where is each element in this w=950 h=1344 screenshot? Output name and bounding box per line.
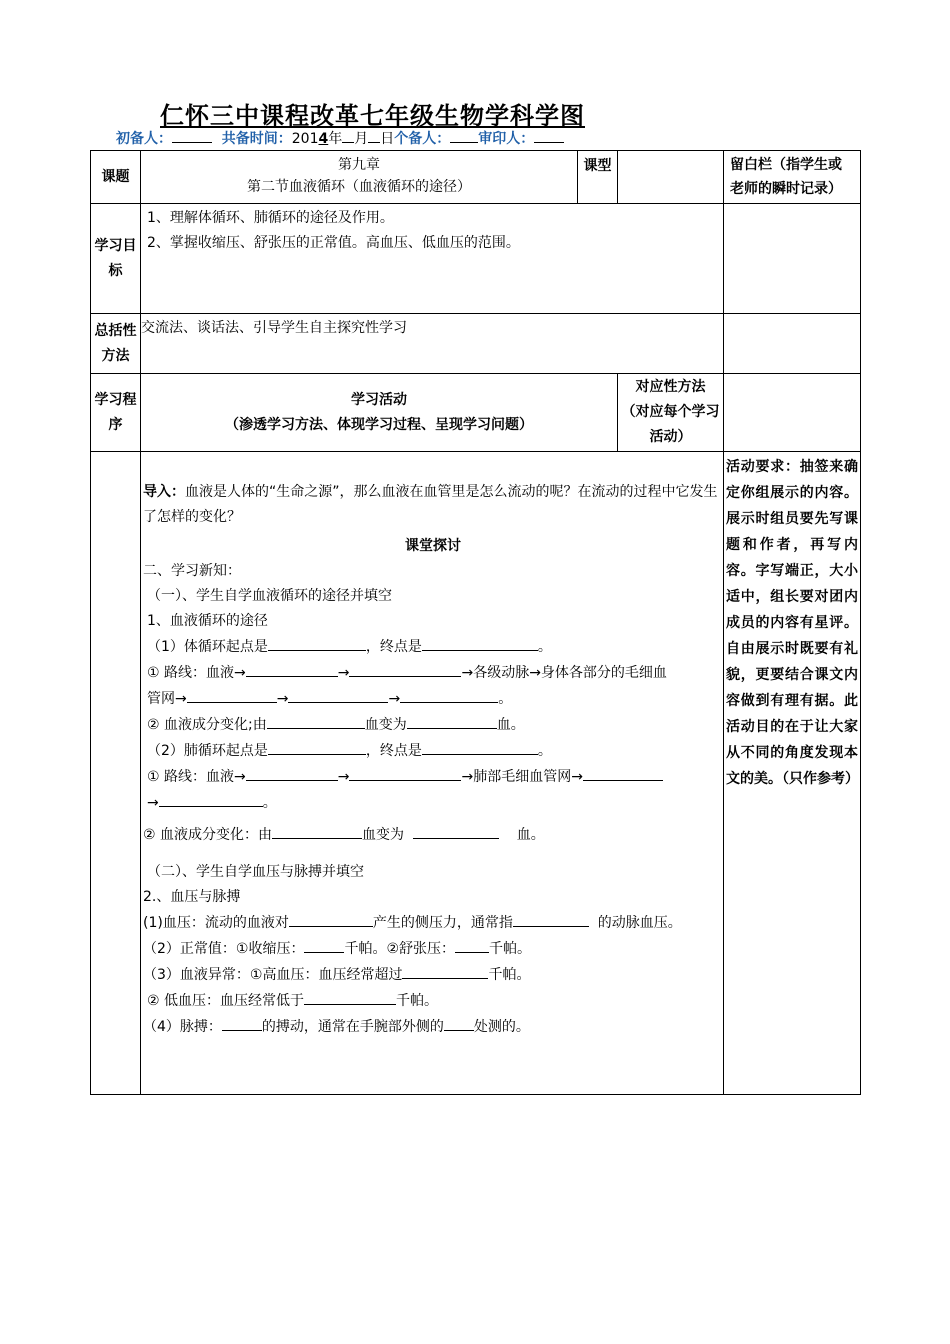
change1-text-a: ② 血液成分变化;由 bbox=[147, 717, 267, 733]
content-cell bbox=[141, 452, 724, 1095]
procedure-label: 学习程序 bbox=[91, 374, 141, 452]
route2-blank-3[interactable] bbox=[583, 764, 663, 781]
part2-heading: （二）、学生自学血压与脉搏并填空 bbox=[147, 864, 364, 880]
lesson-table bbox=[90, 150, 861, 1095]
route1-blank-3[interactable] bbox=[187, 686, 277, 703]
bp2-text-a: （2）正常值：①收缩压： bbox=[143, 941, 305, 957]
type-value[interactable] bbox=[618, 151, 724, 204]
route1-blank-4[interactable] bbox=[288, 686, 388, 703]
change2-text-b: 血变为 bbox=[362, 827, 405, 843]
systemic-start-text: （1）体循环起点是 bbox=[147, 639, 268, 655]
route2-line bbox=[143, 764, 723, 790]
systemic-end-text: ，终点是 bbox=[365, 639, 422, 655]
change2-blank-1[interactable] bbox=[272, 822, 362, 839]
change2-blank-2[interactable] bbox=[413, 822, 499, 839]
bp2-text-b: 千帕。②舒张压： bbox=[344, 941, 456, 957]
goals-cell bbox=[141, 204, 724, 314]
type-label: 课型 bbox=[578, 151, 618, 204]
route2-arrow: → bbox=[337, 769, 350, 785]
route1-blank-1[interactable] bbox=[246, 660, 338, 677]
section-text: 第二节血液循环（血液循环的途径） bbox=[247, 179, 471, 195]
route2-line-2 bbox=[143, 790, 723, 816]
goals-label: 学习目标 bbox=[91, 204, 141, 314]
prep-label: 初备人： bbox=[116, 131, 172, 147]
bp2-text-c: 千帕。 bbox=[489, 941, 532, 957]
bp4-blank[interactable] bbox=[304, 988, 396, 1005]
content-left-blank bbox=[91, 452, 141, 1095]
route1-period: 。 bbox=[498, 691, 513, 707]
route1-arrow-3: → bbox=[388, 691, 401, 707]
route2-blank-1[interactable] bbox=[246, 764, 338, 781]
route1-line-2 bbox=[143, 686, 723, 712]
change1-blank-2[interactable] bbox=[407, 712, 497, 729]
year-suffix: 年 bbox=[328, 131, 343, 147]
bp1-text-b: 产生的侧压力，通常指 bbox=[372, 915, 513, 931]
change1-text-b: 血变为 bbox=[364, 717, 407, 733]
goal-item-2: 2、掌握收缩压、舒张压的正常值。高血压、低血压的范围。 bbox=[147, 235, 520, 251]
item1-heading: 1、血液循环的途径 bbox=[147, 613, 268, 629]
bp4-line bbox=[143, 988, 723, 1014]
prep-blank[interactable] bbox=[172, 126, 212, 143]
systemic-line bbox=[143, 634, 723, 660]
year-digit: 4 bbox=[318, 131, 329, 147]
prep-info-line bbox=[116, 126, 564, 148]
route1-blank-2[interactable] bbox=[349, 660, 461, 677]
procedure-notes[interactable] bbox=[724, 374, 861, 452]
topic-label: 课题 bbox=[91, 151, 141, 204]
day-suffix: 日 bbox=[380, 131, 395, 147]
route2-period: 。 bbox=[262, 795, 277, 811]
time-label: 共备时间： bbox=[221, 131, 292, 147]
pulmonary-period: 。 bbox=[537, 743, 552, 759]
route2-blank-4[interactable] bbox=[159, 790, 263, 807]
bp3-line bbox=[143, 962, 723, 988]
notes-header: 留白栏（指学生或老师的瞬时记录） bbox=[724, 151, 861, 204]
change2-line bbox=[143, 822, 723, 848]
bp1-text-c: 的动脉血压。 bbox=[597, 915, 682, 931]
methods-text: 交流法、谈话法、引导学生自主探究性学习 bbox=[141, 314, 724, 374]
bp5-text-c: 处测的。 bbox=[473, 1019, 530, 1035]
systemic-period: 。 bbox=[537, 639, 552, 655]
chapter-text: 第九章 bbox=[338, 157, 380, 173]
change1-line bbox=[143, 712, 723, 738]
new-knowledge: 二、学习新知： bbox=[143, 563, 241, 579]
activity-requirements-note: 活动要求：抽签来确定你组展示的内容。展示时组员要先写课题和作者，再写内容。字写端正，大小适中，组长要对团内成员的内容有星评。自由展示时既要有礼貌，更要结合课文内容做到有理有据。此活动目的在于让大家从不同的角度发现本文的美。（只作参考） bbox=[724, 452, 861, 1095]
topic-cell bbox=[141, 151, 578, 204]
methods-label: 总括性方法 bbox=[91, 314, 141, 374]
change2-text-a: ② 血液成分变化：由 bbox=[143, 827, 273, 843]
bp5-text-a: （4）脉搏： bbox=[143, 1019, 222, 1035]
bp3-text-a: （3）血液异常：①高血压：血压经常超过 bbox=[143, 967, 403, 983]
print-label: 审印人： bbox=[478, 131, 535, 147]
print-blank[interactable] bbox=[534, 126, 564, 143]
bp1-line bbox=[143, 910, 723, 936]
personal-label: 个备人： bbox=[394, 131, 451, 147]
item2-heading: 2.、血压与脉搏 bbox=[143, 889, 241, 905]
goal-item-1: 1、理解体循环、肺循环的途径及作用。 bbox=[147, 210, 394, 226]
methods-notes[interactable] bbox=[724, 314, 861, 374]
day-blank[interactable] bbox=[368, 126, 380, 143]
document-title: 仁怀三中课程改革七年级生物学科学图 bbox=[160, 102, 585, 130]
month-suffix: 月 bbox=[354, 131, 369, 147]
bp3-text-b: 千帕。 bbox=[488, 967, 531, 983]
route1-arrow: → bbox=[337, 665, 350, 681]
route2-text-a: ① 路线：血液→ bbox=[147, 769, 246, 785]
bp2-line bbox=[143, 936, 723, 962]
systemic-end-blank[interactable] bbox=[422, 634, 538, 651]
bp2-blank-1[interactable] bbox=[304, 936, 344, 953]
pulmonary-start-text: （2）肺循环起点是 bbox=[147, 743, 268, 759]
change1-text-c: 血。 bbox=[496, 717, 525, 733]
intro-label: 导入： bbox=[143, 484, 185, 500]
bp1-text-a: (1)血压：流动的血液对 bbox=[143, 915, 289, 931]
route1-text-c: →各级动脉→身体各部分的毛细血 bbox=[461, 665, 667, 681]
pulmonary-end-blank[interactable] bbox=[422, 738, 538, 755]
month-blank[interactable] bbox=[342, 126, 354, 143]
bp1-blank-1[interactable] bbox=[289, 910, 373, 927]
pulmonary-end-text: ，终点是 bbox=[365, 743, 422, 759]
method-header bbox=[618, 374, 724, 452]
bp4-text-b: 千帕。 bbox=[396, 993, 439, 1009]
route1-text-d: 管网→ bbox=[147, 691, 187, 707]
bp2-blank-2[interactable] bbox=[455, 936, 489, 953]
method-title: 对应性方法 bbox=[635, 379, 706, 395]
bp5-blank-1[interactable] bbox=[222, 1014, 262, 1031]
change2-text-c: 血。 bbox=[516, 827, 545, 843]
bp3-blank[interactable] bbox=[402, 962, 488, 979]
intro-text: 血液是人体的“生命之源”，那么血液在血管里是怎么流动的呢？在流动的过程中它发生了怎样的变化？ bbox=[143, 484, 718, 525]
route1-arrow-2: → bbox=[276, 691, 289, 707]
pulmonary-line bbox=[143, 738, 723, 764]
personal-blank[interactable] bbox=[450, 126, 478, 143]
bp5-text-b: 的搏动，通常在手腕部外侧的 bbox=[261, 1019, 444, 1035]
route1-text-a: ① 路线：血液→ bbox=[147, 665, 246, 681]
bp4-text-a: ② 低血压：血压经常低于 bbox=[147, 993, 305, 1009]
systemic-start-blank[interactable] bbox=[268, 634, 366, 651]
route2-arrow-2: → bbox=[147, 795, 159, 811]
route2-blank-2[interactable] bbox=[349, 764, 461, 781]
pulmonary-start-blank[interactable] bbox=[268, 738, 366, 755]
route2-text-c: →肺部毛细血管网→ bbox=[461, 769, 583, 785]
section-heading: 课堂探讨 bbox=[405, 538, 461, 554]
year-prefix: 201 bbox=[291, 131, 319, 147]
goals-notes[interactable] bbox=[724, 204, 861, 314]
activity-header bbox=[141, 374, 618, 452]
route1-line bbox=[143, 660, 723, 686]
part1-heading: （一）、学生自学血液循环的途径并填空 bbox=[147, 588, 392, 604]
change1-blank-1[interactable] bbox=[267, 712, 365, 729]
bp5-blank-2[interactable] bbox=[444, 1014, 474, 1031]
bp1-blank-2[interactable] bbox=[513, 910, 589, 927]
activity-subtitle: （渗透学习方法、体现学习过程、呈现学习问题） bbox=[225, 416, 533, 433]
method-subtitle: （对应每个学习活动） bbox=[621, 404, 720, 445]
activity-title: 学习活动 bbox=[351, 391, 407, 408]
bp5-line bbox=[143, 1014, 723, 1040]
route1-blank-5[interactable] bbox=[400, 686, 498, 703]
